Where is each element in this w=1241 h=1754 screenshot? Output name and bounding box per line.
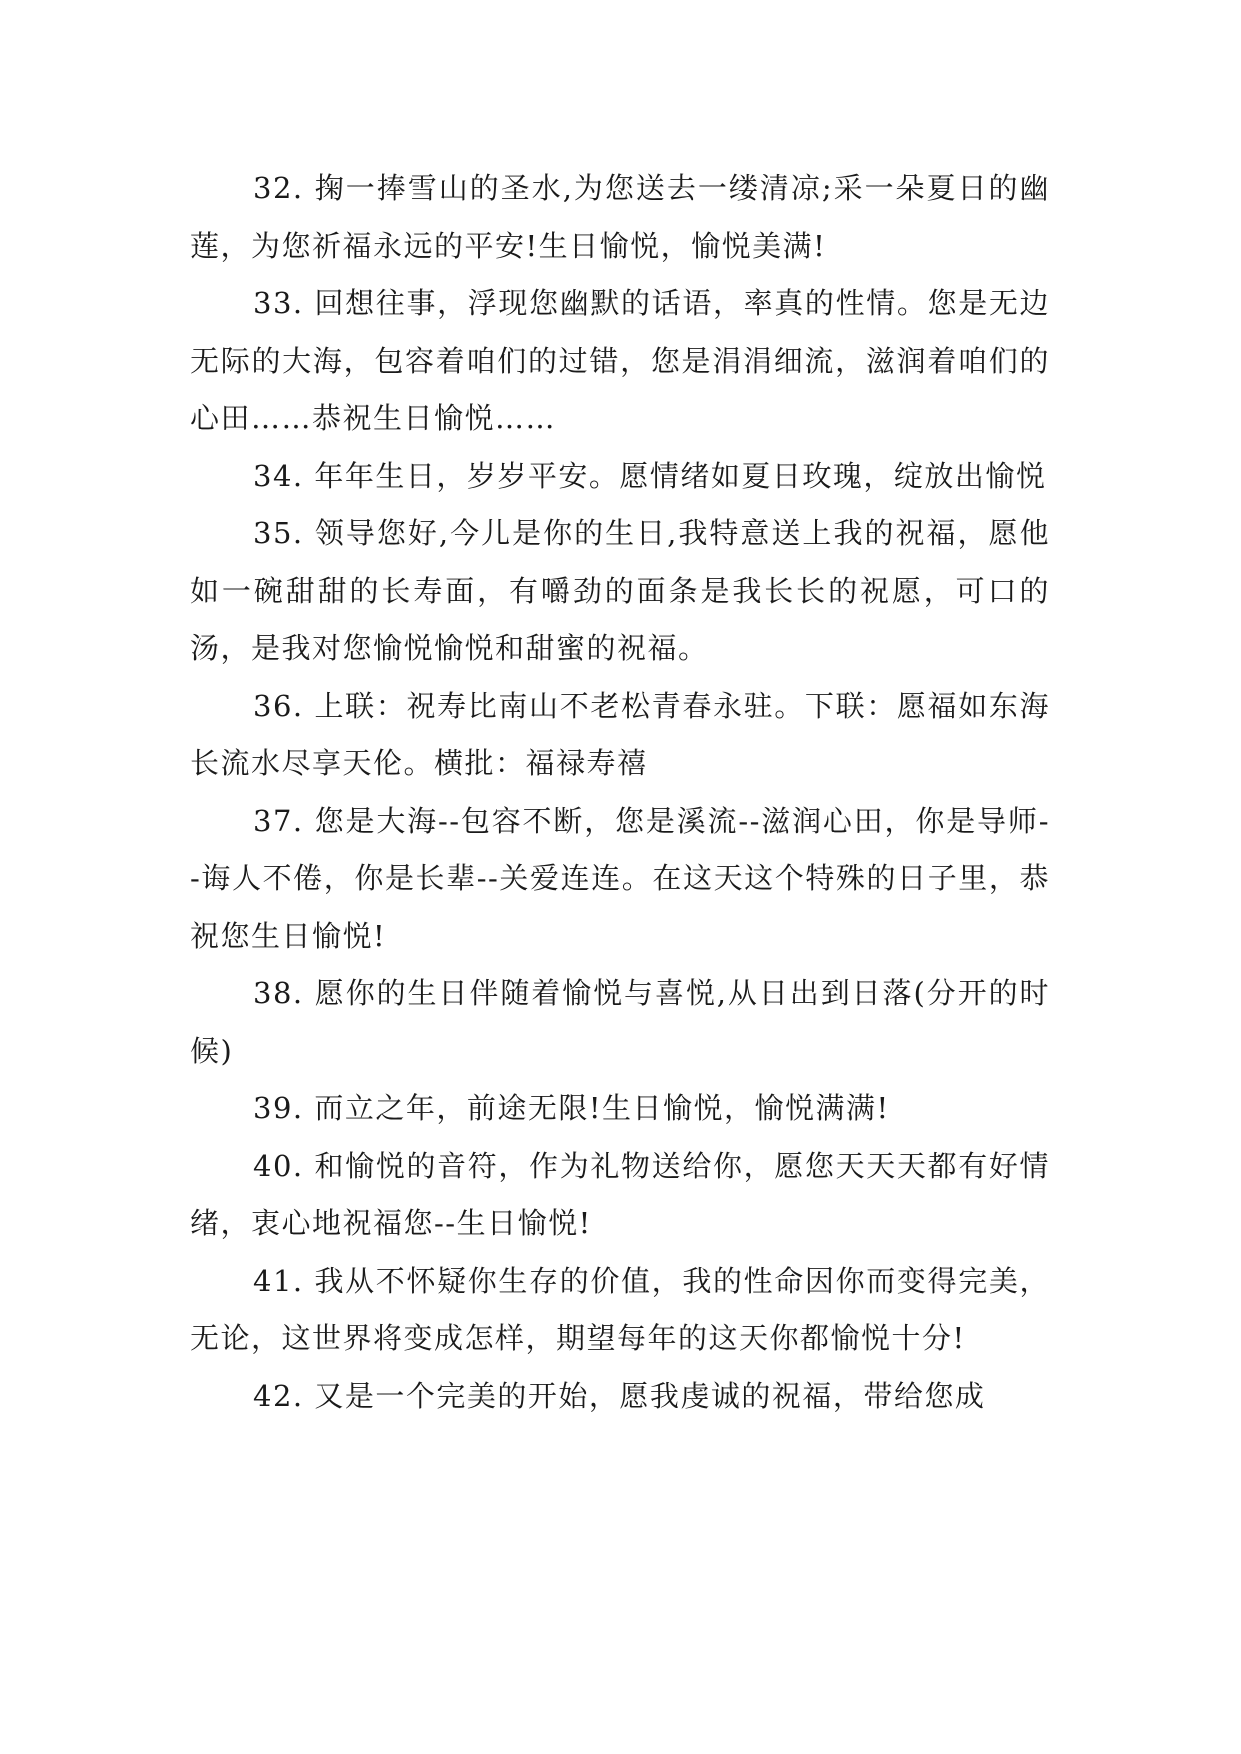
paragraph-40: 40. 和愉悦的音符，作为礼物送给你，愿您天天天都有好情绪，衷心地祝福您--生日愉悦! [190, 1148, 1050, 1240]
paragraph-32: 32. 掬一捧雪山的圣水,为您送去一缕清凉;采一朵夏日的幽莲，为您祈福永远的平安!生日愉悦，愉悦美满! [190, 171, 1050, 263]
paragraph-41: 41. 我从不怀疑你生存的价值，我的性命因你而变得完美，无论，这世界将变成怎样，期望每年的这天你都愉悦十分! [190, 1263, 1050, 1355]
paragraph-39: 39. 而立之年，前途无限!生日愉悦，愉悦满满! [253, 1091, 890, 1125]
paragraph-36: 36. 上联：祝寿比南山不老松青春永驻。下联：愿福如东海长流水尽享天伦。横批：福禄寿禧 [190, 688, 1050, 780]
paragraph-38: 38. 愿你的生日伴随着愉悦与喜悦,从日出到日落(分开的时候) [190, 976, 1050, 1068]
paragraph-34: 34. 年年生日，岁岁平安。愿情绪如夏日玫瑰，绽放出愉悦 [253, 458, 1047, 493]
paragraph-33: 33. 回想往事，浮现您幽默的话语，率真的性情。您是无边无际的大海，包容着咱们的过错，您是涓涓细流，滋润着咱们的心田……恭祝生日愉悦…… [190, 286, 1050, 435]
paragraph-42: 42. 又是一个完美的开始，愿我虔诚的祝福，带给您成 [253, 1378, 986, 1413]
document-body [190, 160, 1050, 1425]
paragraph-35: 35. 领导您好,今儿是你的生日,我特意送上我的祝福，愿他如一碗甜甜的长寿面，有嚼劲的面条是我长长的祝愿，可口的汤，是我对您愉悦愉悦和甜蜜的祝福。 [190, 516, 1050, 665]
paragraph-37: 37. 您是大海--包容不断，您是溪流--滋润心田，你是导师--诲人不倦，你是长辈--关爱连连。在这天这个特殊的日子里，恭祝您生日愉悦! [190, 803, 1050, 953]
